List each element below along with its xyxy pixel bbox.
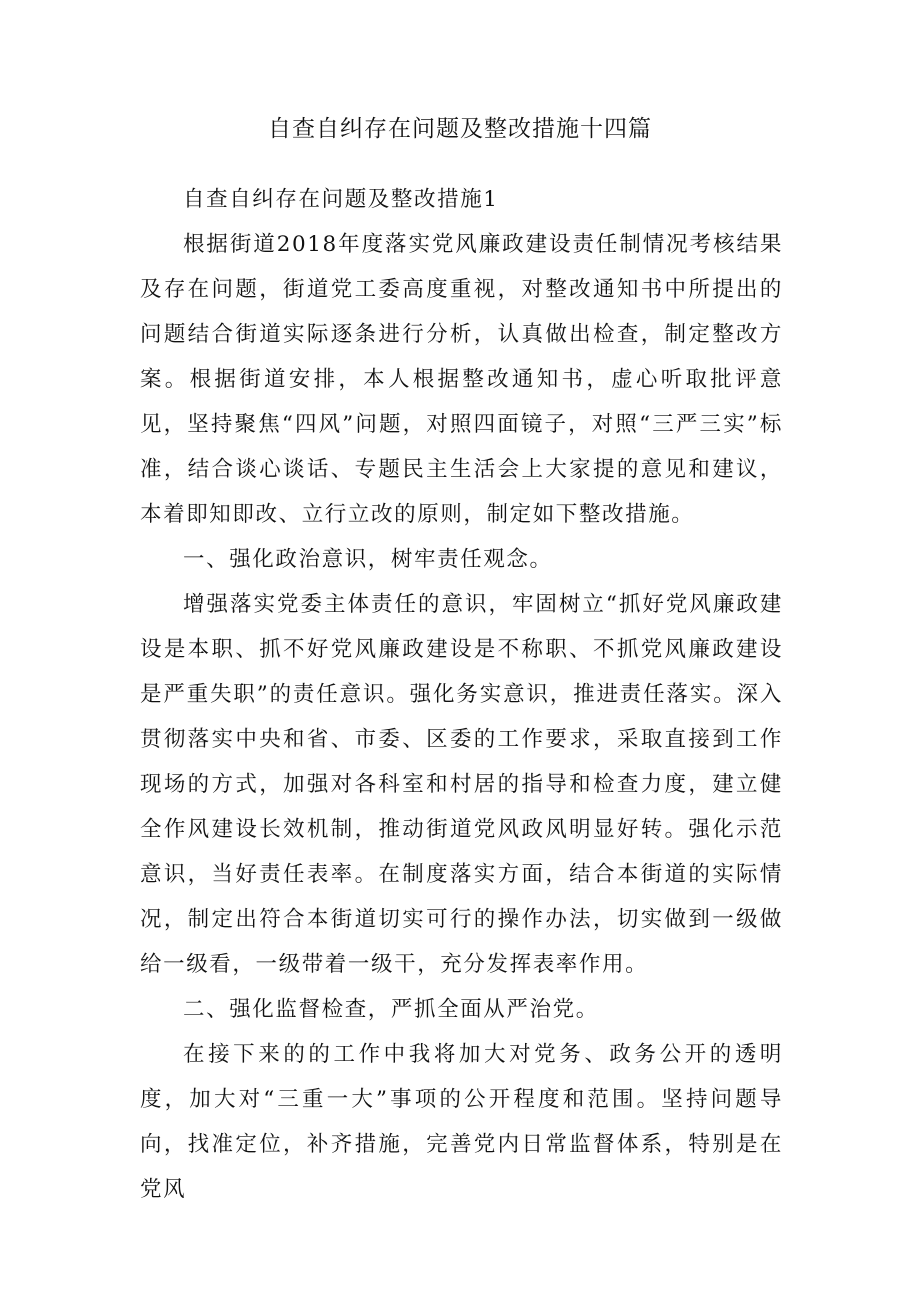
body-paragraph: 增强落实党委主体责任的意识，牢固树立“抓好党风廉政建设是本职、抓不好党风廉政建设是不称职、不抓党风廉政建设是严重失职”的责任意识。强化务实意识，推进责任落实。深入贯彻落实中央和省、市委、区委的工作要求，采取直接到工作现场的方式，加强对各科室和村居的指导和检查力度，建立健全作风建设长效机制，推动街道党风政风明显好转。强化示范意识，当好责任表率。在制度落实方面，结合本街道的实际情况，制定出符合本街道切实可行的操作办法，切实做到一级做给一级看，一级带着一级干，充分发挥表率作用。 — [140, 592, 783, 977]
document-title: 自查自纠存在问题及整改措施十四篇 — [268, 116, 652, 142]
document-body — [140, 177, 783, 1212]
section-heading: 自查自纠存在问题及整改措施1 — [183, 187, 499, 212]
section-heading: 二、强化监督检查，严抓全面从严治党。 — [183, 997, 599, 1022]
body-paragraph: 根据街道2018年度落实党风廉政建设责任制情况考核结果及存在问题，街道党工委高度重视，对整改通知书中所提出的问题结合街道实际逐条进行分析，认真做出检查，制定整改方案。根据街道安排，本人根据整改通知书，虚心听取批评意见，坚持聚焦“四风”问题，对照四面镜子，对照“三严三实”标准，结合谈心谈话、专题民主生活会上大家提的意见和建议，本着即知即改、立行立改的原则，制定如下整改措施。 — [140, 232, 783, 527]
section-heading: 一、强化政治意识，树牢责任观念。 — [183, 547, 553, 572]
body-paragraph: 在接下来的的工作中我将加大对党务、政务公开的透明度，加大对“三重一大”事项的公开程度和范围。坚持问题导向，找准定位，补齐措施，完善党内日常监督体系，特别是在党风 — [140, 1042, 783, 1202]
